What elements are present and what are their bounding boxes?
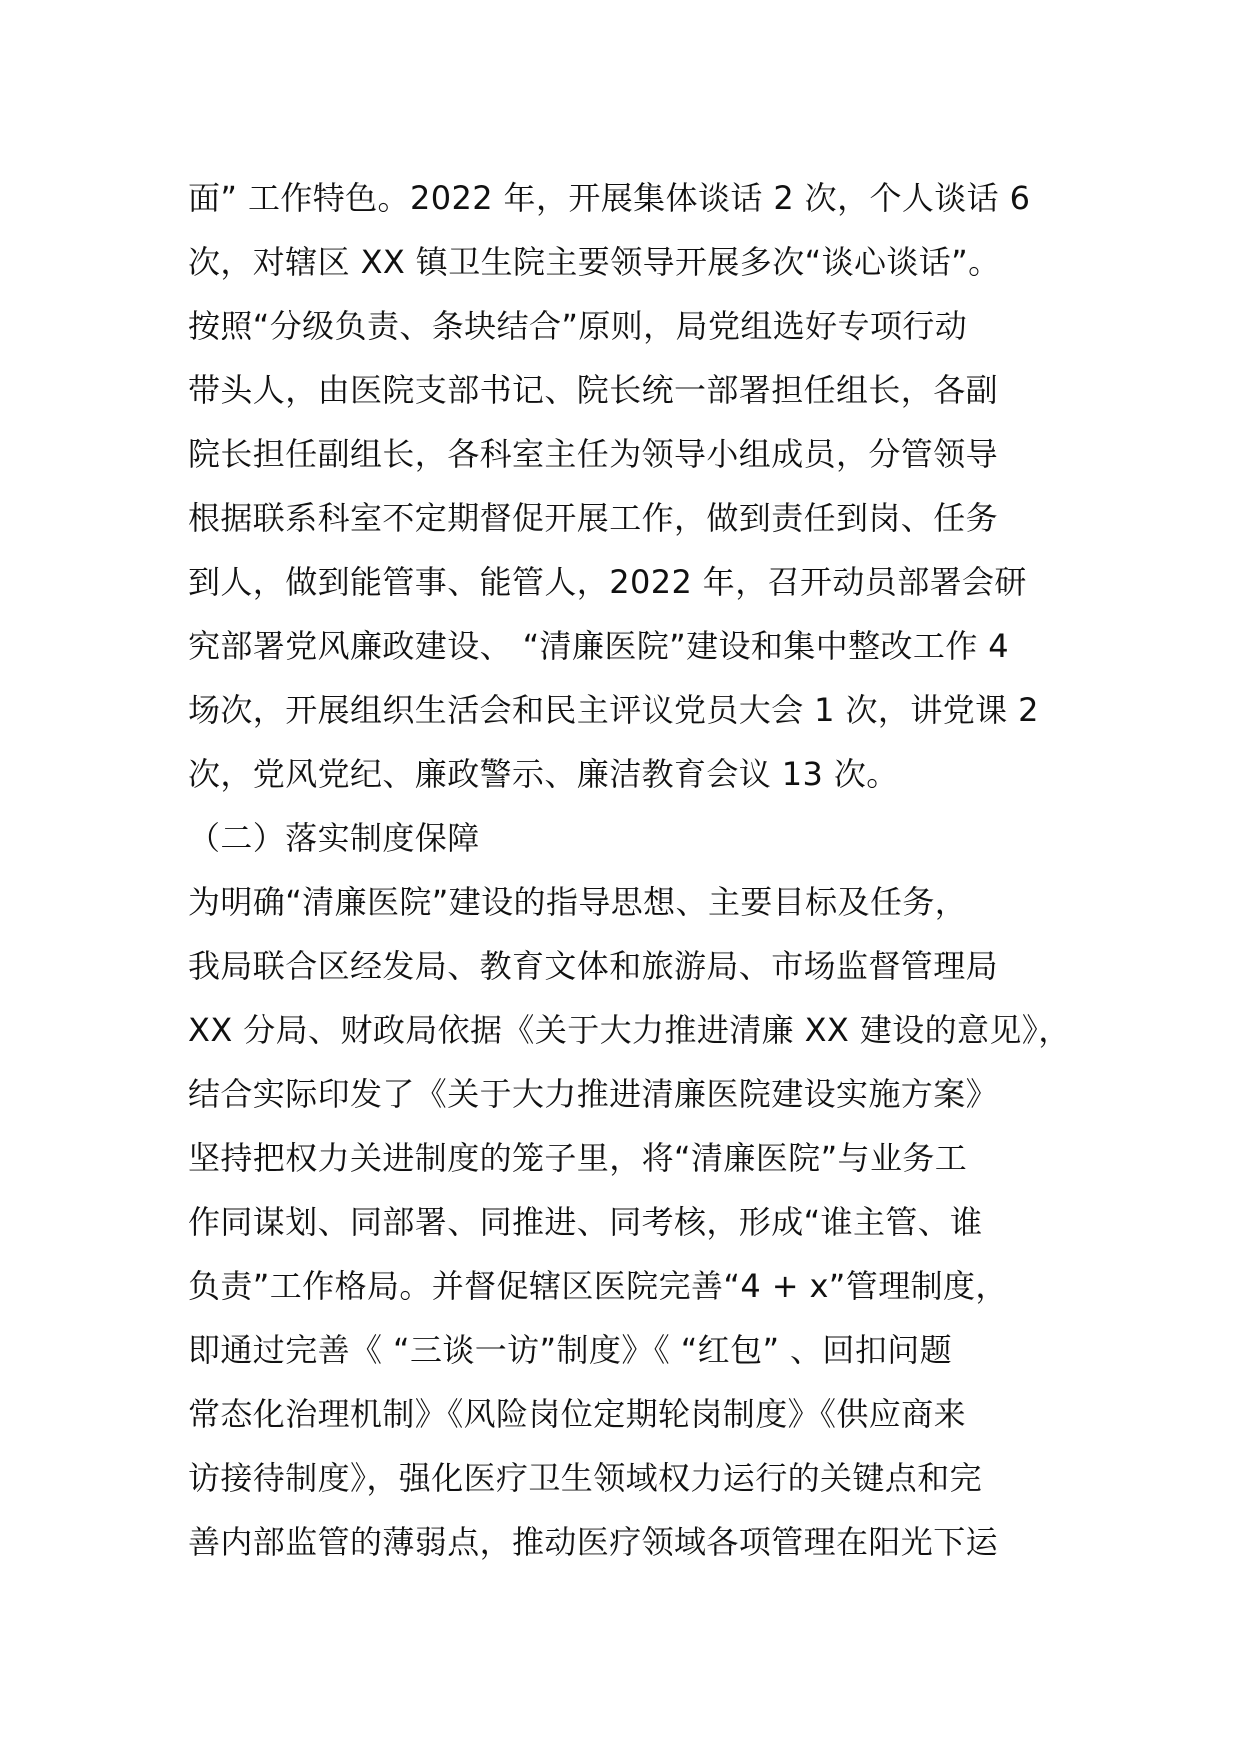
body-text-line: 究部署党风廉政建设、 “清廉医院”建设和集中整改工作 4 [188, 627, 1010, 665]
body-text-line: 场次，开展组织生活会和民主评议党员大会 1 次，讲党课 2 [188, 691, 1039, 729]
body-text-line: 常态化治理机制》《风险岗位定期轮岗制度》《供应商来 [188, 1395, 967, 1433]
body-text-line: 次，党风党纪、廉政警示、廉洁教育会议 13 次。 [188, 755, 899, 793]
body-text-line: 院长担任副组长，各科室主任为领导小组成员，分管领导 [188, 435, 999, 473]
body-text-line: 为明确“清廉医院”建设的指导思想、主要目标及任务， [188, 883, 968, 921]
body-text-line: 负责”工作格局。并督促辖区医院完善“4 + x”管理制度， [188, 1267, 1008, 1305]
body-text-line: 访接待制度》，强化医疗卫生领域权力运行的关键点和完 [188, 1459, 983, 1497]
body-text-line: 结合实际印发了《关于大力推进清廉医院建设实施方案》 [188, 1075, 999, 1113]
body-text-line: 面” 工作特色。2022 年，开展集体谈话 2 次，个人谈话 6 [188, 179, 1031, 217]
body-text-line: 我局联合区经发局、教育文体和旅游局、市场监督管理局 [188, 947, 999, 985]
body-text-line: 次，对辖区 XX 镇卫生院主要领导开展多次“谈心谈话”。 [188, 243, 1001, 281]
body-text-line: 作同谋划、同部署、同推进、同考核，形成“谁主管、谁 [188, 1203, 983, 1241]
body-text-line: 根据联系科室不定期督促开展工作，做到责任到岗、任务 [188, 499, 999, 537]
body-text-line: 到人，做到能管事、能管人，2022 年，召开动员部署会研 [188, 563, 1027, 601]
body-text-line: 善内部监管的薄弱点，推动医疗领域各项管理在阳光下运 [188, 1523, 999, 1561]
body-text-line: 坚持把权力关进制度的笼子里，将“清廉医院”与业务工 [188, 1139, 968, 1177]
body-text-line: 按照“分级负责、条块结合”原则，局党组选好专项行动 [188, 307, 968, 345]
body-text-line: 带头人，由医院支部书记、院长统一部署担任组长，各副 [188, 371, 999, 409]
body-text-line: XX 分局、财政局依据《关于大力推进清廉 XX 建设的意见》， [188, 1011, 1071, 1049]
body-text-line: 即通过完善《 “三谈一访”制度》《 “红包” 、回扣问题 [188, 1331, 953, 1369]
section-heading: （二）落实制度保障 [188, 819, 480, 857]
